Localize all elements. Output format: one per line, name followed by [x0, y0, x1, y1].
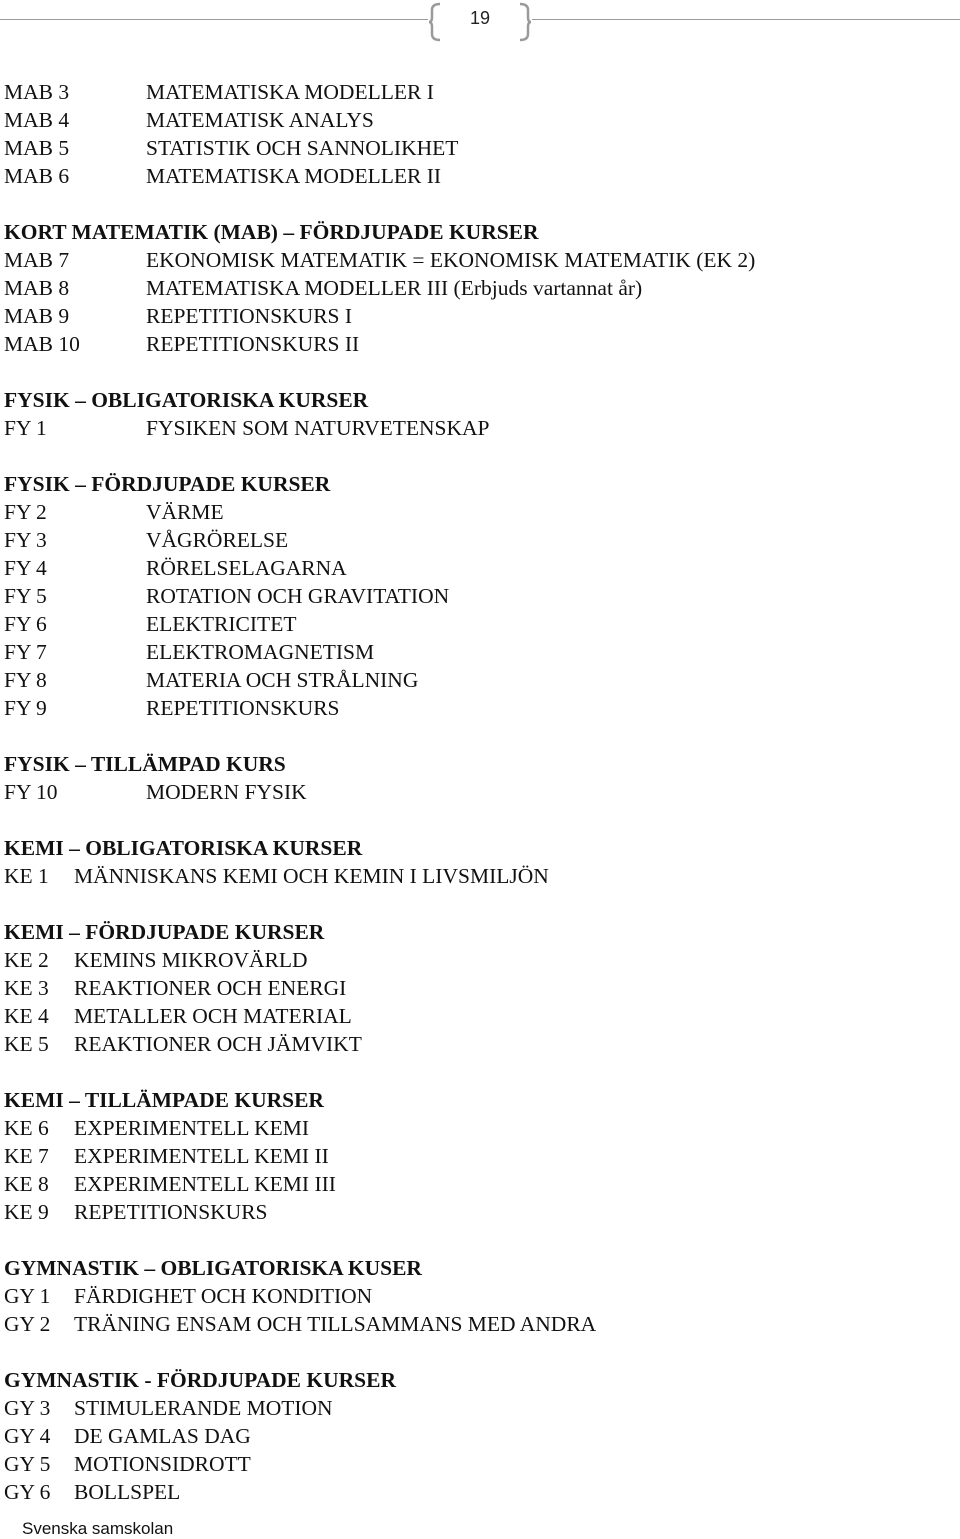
section-spacer	[4, 1338, 954, 1366]
course-code: KE 6	[4, 1116, 49, 1140]
course-name: REAKTIONER OCH JÄMVIKT	[74, 1032, 362, 1056]
course-code: KE 4	[4, 1004, 49, 1028]
section-spacer	[4, 890, 954, 918]
course-name: ROTATION OCH GRAVITATION	[146, 584, 450, 608]
course-row	[4, 1002, 954, 1030]
course-section	[4, 806, 954, 890]
course-row	[4, 246, 954, 274]
course-name: MOTIONSIDROTT	[74, 1452, 251, 1476]
course-code: GY 2	[4, 1312, 51, 1336]
section-spacer	[4, 442, 954, 470]
course-name: MATERIA OCH STRÅLNING	[146, 668, 419, 692]
section-spacer	[4, 1058, 954, 1086]
course-section	[4, 78, 954, 190]
header-rule-right	[532, 19, 960, 20]
course-row	[4, 638, 954, 666]
section-spacer	[4, 358, 954, 386]
course-code: FY 1	[4, 416, 47, 440]
course-row	[4, 274, 954, 302]
course-row	[4, 610, 954, 638]
course-name: REPETITIONSKURS I	[146, 304, 353, 328]
course-row	[4, 694, 954, 722]
course-code: MAB 5	[4, 136, 70, 160]
course-row	[4, 134, 954, 162]
course-row	[4, 1282, 954, 1310]
course-code: MAB 8	[4, 276, 70, 300]
section-heading: FYSIK – OBLIGATORISKA KURSER	[4, 388, 369, 412]
course-section	[4, 1226, 954, 1338]
course-code: FY 9	[4, 696, 47, 720]
course-section	[4, 1338, 954, 1506]
course-code: FY 2	[4, 500, 47, 524]
course-row	[4, 582, 954, 610]
course-code: MAB 6	[4, 164, 70, 188]
course-code: GY 4	[4, 1424, 51, 1448]
course-name: EXPERIMENTELL KEMI	[74, 1116, 310, 1140]
course-code: MAB 3	[4, 80, 70, 104]
course-name: EXPERIMENTELL KEMI II	[74, 1144, 329, 1168]
course-row	[4, 1394, 954, 1422]
course-section	[4, 1058, 954, 1226]
course-code: FY 4	[4, 556, 47, 580]
course-code: GY 5	[4, 1452, 51, 1476]
section-heading: FYSIK – TILLÄMPAD KURS	[4, 752, 286, 776]
section-heading: GYMNASTIK – OBLIGATORISKA KUSER	[4, 1256, 422, 1280]
course-row	[4, 974, 954, 1002]
course-code: KE 8	[4, 1172, 49, 1196]
course-row	[4, 106, 954, 134]
course-name: METALLER OCH MATERIAL	[74, 1004, 352, 1028]
course-name: ELEKTROMAGNETISM	[146, 640, 375, 664]
course-name: FÄRDIGHET OCH KONDITION	[74, 1284, 373, 1308]
course-code: KE 9	[4, 1200, 49, 1224]
course-row	[4, 330, 954, 358]
section-heading: KEMI – TILLÄMPADE KURSER	[4, 1088, 324, 1112]
course-row	[4, 778, 954, 806]
section-heading: GYMNASTIK - FÖRDJUPADE KURSER	[4, 1368, 396, 1392]
course-row	[4, 1030, 954, 1058]
course-row	[4, 862, 954, 890]
section-spacer	[4, 722, 954, 750]
course-name: STATISTIK OCH SANNOLIKHET	[146, 136, 459, 160]
course-code: GY 3	[4, 1396, 51, 1420]
course-section	[4, 442, 954, 722]
section-spacer	[4, 190, 954, 218]
course-name: BOLLSPEL	[74, 1480, 181, 1504]
course-code: KE 5	[4, 1032, 49, 1056]
section-spacer	[4, 806, 954, 834]
course-name: REAKTIONER OCH ENERGI	[74, 976, 347, 1000]
course-code: GY 6	[4, 1480, 51, 1504]
course-code: FY 5	[4, 584, 47, 608]
course-row	[4, 946, 954, 974]
section-heading: KEMI – OBLIGATORISKA KURSER	[4, 836, 363, 860]
course-row	[4, 526, 954, 554]
course-code: MAB 9	[4, 304, 70, 328]
course-row	[4, 414, 954, 442]
course-code: KE 1	[4, 864, 49, 888]
course-name: MATEMATISKA MODELLER II	[146, 164, 442, 188]
course-name: MATEMATISKA MODELLER I	[146, 80, 434, 104]
course-row	[4, 498, 954, 526]
header-rule-left	[0, 19, 428, 20]
course-name: ELEKTRICITET	[146, 612, 297, 636]
course-row	[4, 554, 954, 582]
course-name: REPETITIONSKURS	[146, 696, 340, 720]
course-code: FY 6	[4, 612, 47, 636]
course-row	[4, 1142, 954, 1170]
course-row	[4, 78, 954, 106]
course-row	[4, 1422, 954, 1450]
course-name: MATEMATISK ANALYS	[146, 108, 374, 132]
course-row	[4, 302, 954, 330]
course-section	[4, 358, 954, 442]
course-code: KE 3	[4, 976, 49, 1000]
page-number-tab	[0, 0, 960, 44]
course-row	[4, 666, 954, 694]
course-code: MAB 4	[4, 108, 70, 132]
course-name: VÅGRÖRELSE	[146, 528, 289, 552]
course-name: STIMULERANDE MOTION	[74, 1396, 333, 1420]
course-name: REPETITIONSKURS II	[146, 332, 360, 356]
course-code: FY 3	[4, 528, 47, 552]
page-number: 19	[469, 8, 491, 28]
course-name: VÄRME	[146, 500, 224, 524]
course-section	[4, 190, 954, 358]
course-name: EXPERIMENTELL KEMI III	[74, 1172, 336, 1196]
course-section	[4, 890, 954, 1058]
course-row	[4, 1478, 954, 1506]
section-heading: KEMI – FÖRDJUPADE KURSER	[4, 920, 325, 944]
footer-school-name: Svenska samskolan	[22, 1519, 174, 1538]
course-section	[4, 722, 954, 806]
course-code: GY 1	[4, 1284, 51, 1308]
course-code: FY 7	[4, 640, 47, 664]
right-brace-icon	[518, 2, 532, 42]
course-name: FYSIKEN SOM NATURVETENSKAP	[146, 416, 490, 440]
course-row	[4, 1198, 954, 1226]
course-code: FY 10	[4, 780, 58, 804]
course-code: FY 8	[4, 668, 47, 692]
course-name: MODERN FYSIK	[146, 780, 307, 804]
course-row	[4, 1114, 954, 1142]
course-name: REPETITIONSKURS	[74, 1200, 268, 1224]
course-code: KE 2	[4, 948, 49, 972]
course-name: MÄNNISKANS KEMI OCH KEMIN I LIVSMILJÖN	[74, 864, 549, 888]
course-row	[4, 1310, 954, 1338]
course-list	[4, 78, 954, 1506]
course-code: MAB 7	[4, 248, 70, 272]
course-code: MAB 10	[4, 332, 80, 356]
course-name: MATEMATISKA MODELLER III (Erbjuds vartannat år)	[146, 276, 643, 300]
section-heading: FYSIK – FÖRDJUPADE KURSER	[4, 472, 331, 496]
course-name: DE GAMLAS DAG	[74, 1424, 251, 1448]
section-spacer	[4, 1226, 954, 1254]
course-row	[4, 1450, 954, 1478]
course-name: TRÄNING ENSAM OCH TILLSAMMANS MED ANDRA	[74, 1312, 597, 1336]
course-name: KEMINS MIKROVÄRLD	[74, 948, 308, 972]
course-row	[4, 1170, 954, 1198]
section-heading: KORT MATEMATIK (MAB) – FÖRDJUPADE KURSER	[4, 220, 539, 244]
course-name: EKONOMISK MATEMATIK = EKONOMISK MATEMATIK (EK 2)	[146, 248, 756, 272]
course-code: KE 7	[4, 1144, 49, 1168]
course-name: RÖRELSELAGARNA	[146, 556, 347, 580]
course-row	[4, 162, 954, 190]
